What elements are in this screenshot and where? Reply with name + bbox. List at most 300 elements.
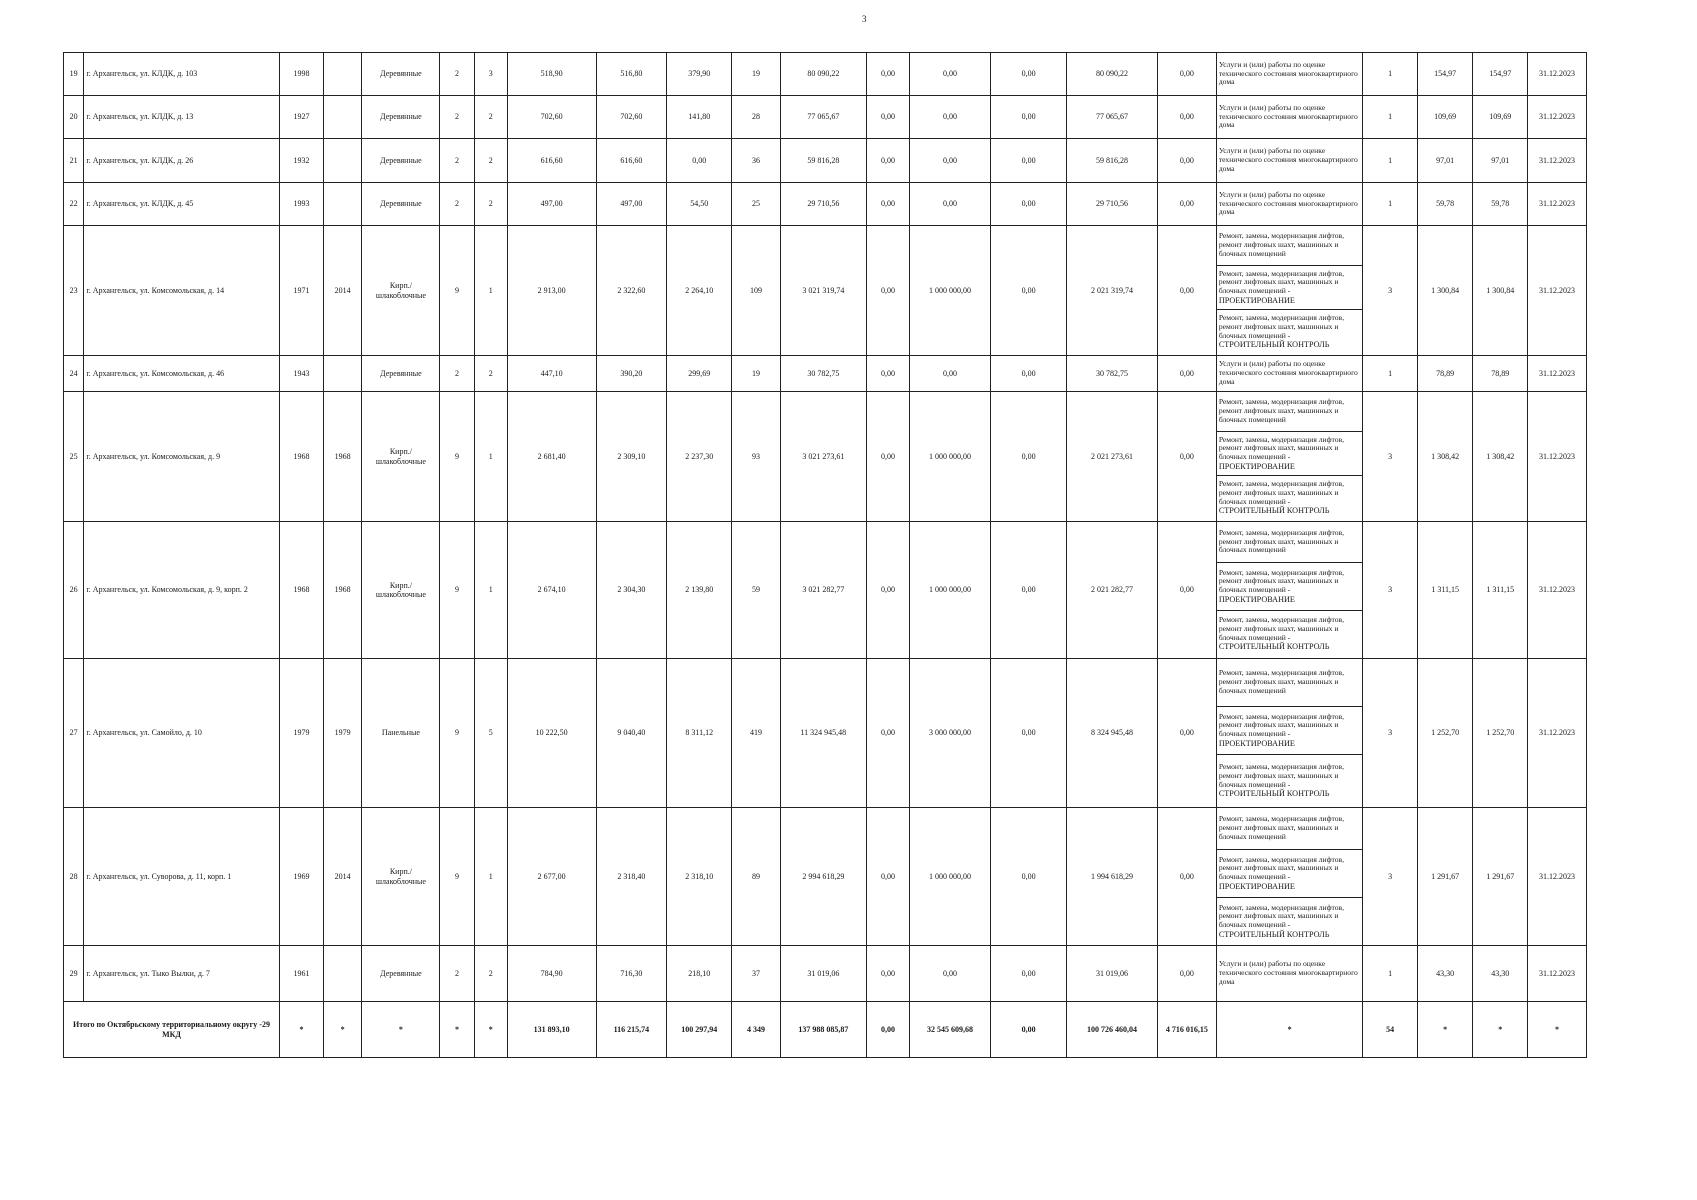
cell-unit-cost-limit: 109,69 bbox=[1473, 96, 1528, 139]
total-floors: * bbox=[440, 1002, 474, 1058]
cell-residents: 19 bbox=[732, 356, 780, 392]
cell-unit-cost: 154,97 bbox=[1417, 53, 1473, 96]
cell-residents: 36 bbox=[732, 139, 780, 183]
cell-residents: 28 bbox=[732, 96, 780, 139]
work-item bbox=[1217, 707, 1363, 755]
total-year-overhaul: * bbox=[323, 1002, 362, 1058]
cell-address: г. Архангельск, ул. Комсомольская, д. 46 bbox=[84, 356, 280, 392]
cell-deadline: 31.12.2023 bbox=[1528, 53, 1587, 96]
cell-year-overhaul: 1968 bbox=[323, 522, 362, 659]
cell-area-living: 2 309,10 bbox=[596, 392, 667, 522]
cell-area-owned: 2 264,10 bbox=[667, 226, 732, 356]
cell-year-built: 1971 bbox=[280, 226, 324, 356]
cell-cost-other: 0,00 bbox=[1158, 53, 1217, 96]
total-walls: * bbox=[362, 1002, 440, 1058]
work-stage: СТРОИТЕЛЬНЫЙ КОНТРОЛЬ bbox=[1218, 789, 1330, 799]
cell-works bbox=[1216, 392, 1363, 522]
work-item: Услуги и (или) работы по оценке технического состояния многоквартирного дома bbox=[1218, 102, 1358, 130]
cell-entrances: 2 bbox=[474, 183, 507, 226]
cell-year-overhaul: 2014 bbox=[323, 808, 362, 946]
cell-cost-regional: 0,00 bbox=[909, 139, 990, 183]
total-unit-cost: * bbox=[1417, 1002, 1473, 1058]
table-row bbox=[64, 946, 1587, 1002]
cell-no: 25 bbox=[64, 392, 84, 522]
work-description: Ремонт, замена, модернизация лифтов, ремонт лифтовых шахт, машинных и блочных помещений - bbox=[1218, 479, 1344, 506]
table-row bbox=[64, 226, 1587, 356]
cell-cost-regional: 1 000 000,00 bbox=[909, 522, 990, 659]
cell-unit-cost: 97,01 bbox=[1417, 139, 1473, 183]
cell-floors: 2 bbox=[440, 139, 474, 183]
cell-no: 23 bbox=[64, 226, 84, 356]
work-description: Ремонт, замена, модернизация лифтов, ремонт лифтовых шахт, машинных и блочных помещений - bbox=[1218, 762, 1344, 789]
cell-unit-cost: 1 291,67 bbox=[1417, 808, 1473, 946]
cell-area-living: 2 318,40 bbox=[596, 808, 667, 946]
cell-cost-other: 0,00 bbox=[1158, 808, 1217, 946]
cell-floors: 2 bbox=[440, 946, 474, 1002]
cell-area-total: 616,60 bbox=[507, 139, 596, 183]
cell-unit-cost-limit: 1 300,84 bbox=[1473, 226, 1528, 356]
work-item: Услуги и (или) работы по оценке технического состояния многоквартирного дома bbox=[1218, 359, 1358, 386]
total-cost-federal: 0,00 bbox=[867, 1002, 910, 1058]
total-cost-owners: 100 726 460,04 bbox=[1067, 1002, 1158, 1058]
cell-cost-regional: 3 000 000,00 bbox=[909, 659, 990, 808]
cell-year-overhaul bbox=[323, 139, 362, 183]
cell-cost-local: 0,00 bbox=[991, 96, 1067, 139]
cell-cost-regional: 0,00 bbox=[909, 53, 990, 96]
cell-works bbox=[1216, 946, 1363, 1002]
cell-works-count: 1 bbox=[1363, 356, 1418, 392]
cell-address: г. Архангельск, ул. Тыко Вылки, д. 7 bbox=[84, 946, 280, 1002]
table-row bbox=[64, 53, 1587, 96]
cell-year-built: 1927 bbox=[280, 96, 324, 139]
work-item bbox=[1217, 898, 1363, 945]
work-description: Ремонт, замена, модернизация лифтов, ремонт лифтовых шахт, машинных и блочных помещений - bbox=[1218, 902, 1344, 930]
cell-year-built: 1932 bbox=[280, 139, 324, 183]
cell-works bbox=[1216, 139, 1363, 183]
cell-cost-total: 59 816,28 bbox=[780, 139, 867, 183]
cell-unit-cost-limit: 1 252,70 bbox=[1473, 659, 1528, 808]
cell-year-built: 1961 bbox=[280, 946, 324, 1002]
cell-area-owned: 2 139,80 bbox=[667, 522, 732, 659]
cell-cost-local: 0,00 bbox=[991, 226, 1067, 356]
cell-area-owned: 8 311,12 bbox=[667, 659, 732, 808]
cell-works bbox=[1216, 96, 1363, 139]
work-item bbox=[1217, 392, 1363, 432]
work-description: Ремонт, замена, модернизация лифтов, ремонт лифтовых шахт, машинных и блочных помещений - bbox=[1218, 854, 1344, 882]
total-unit-cost-limit: * bbox=[1473, 1002, 1528, 1058]
cell-area-total: 784,90 bbox=[507, 946, 596, 1002]
cell-floors: 9 bbox=[440, 659, 474, 808]
cell-works bbox=[1216, 226, 1363, 356]
cell-deadline: 31.12.2023 bbox=[1528, 522, 1587, 659]
cell-no: 24 bbox=[64, 356, 84, 392]
cell-deadline: 31.12.2023 bbox=[1528, 356, 1587, 392]
cell-cost-federal: 0,00 bbox=[867, 356, 910, 392]
cell-entrances: 2 bbox=[474, 946, 507, 1002]
table-row bbox=[64, 356, 1587, 392]
cell-residents: 109 bbox=[732, 226, 780, 356]
cell-unit-cost: 1 311,15 bbox=[1417, 522, 1473, 659]
cell-no: 27 bbox=[64, 659, 84, 808]
work-description: Ремонт, замена, модернизация лифтов, ремонт лифтовых шахт, машинных и блочных помещений - bbox=[1218, 313, 1344, 340]
cell-cost-federal: 0,00 bbox=[867, 808, 910, 946]
cell-area-owned: 218,10 bbox=[667, 946, 732, 1002]
cell-address: г. Архангельск, ул. Суворова, д. 11, корп. 1 bbox=[84, 808, 280, 946]
table-row bbox=[64, 392, 1587, 522]
cell-cost-federal: 0,00 bbox=[867, 522, 910, 659]
cell-works bbox=[1216, 659, 1363, 808]
cell-works-count: 3 bbox=[1363, 522, 1418, 659]
work-item bbox=[1217, 522, 1363, 563]
work-item bbox=[1217, 476, 1363, 520]
work-item: Услуги и (или) работы по оценке технического состояния многоквартирного дома bbox=[1218, 189, 1358, 217]
cell-floors: 9 bbox=[440, 808, 474, 946]
cell-cost-local: 0,00 bbox=[991, 659, 1067, 808]
cell-cost-other: 0,00 bbox=[1158, 522, 1217, 659]
cell-works bbox=[1216, 808, 1363, 946]
cell-unit-cost: 43,30 bbox=[1417, 946, 1473, 1002]
cell-cost-owners: 59 816,28 bbox=[1067, 139, 1158, 183]
page-number: 3 bbox=[862, 14, 867, 24]
cell-no: 22 bbox=[64, 183, 84, 226]
cell-cost-other: 0,00 bbox=[1158, 392, 1217, 522]
cell-cost-federal: 0,00 bbox=[867, 139, 910, 183]
work-stage: СТРОИТЕЛЬНЫЙ КОНТРОЛЬ bbox=[1218, 340, 1330, 350]
cell-walls: Кирп./ шлакоблочные bbox=[362, 808, 440, 946]
cell-year-overhaul bbox=[323, 946, 362, 1002]
cell-cost-owners: 31 019,06 bbox=[1067, 946, 1158, 1002]
cell-cost-total: 30 782,75 bbox=[780, 356, 867, 392]
cell-unit-cost-limit: 97,01 bbox=[1473, 139, 1528, 183]
cell-cost-other: 0,00 bbox=[1158, 659, 1217, 808]
work-item bbox=[1217, 432, 1363, 476]
cell-cost-regional: 1 000 000,00 bbox=[909, 808, 990, 946]
cell-entrances: 3 bbox=[474, 53, 507, 96]
cell-works-count: 1 bbox=[1363, 946, 1418, 1002]
cell-address: г. Архангельск, ул. Комсомольская, д. 9, корп. 2 bbox=[84, 522, 280, 659]
cell-area-living: 9 040,40 bbox=[596, 659, 667, 808]
table-row bbox=[64, 183, 1587, 226]
cell-cost-total: 77 065,67 bbox=[780, 96, 867, 139]
table-row bbox=[64, 139, 1587, 183]
cell-cost-local: 0,00 bbox=[991, 522, 1067, 659]
cell-year-built: 1998 bbox=[280, 53, 324, 96]
cell-cost-total: 3 021 273,61 bbox=[780, 392, 867, 522]
cell-residents: 37 bbox=[732, 946, 780, 1002]
cell-area-living: 616,60 bbox=[596, 139, 667, 183]
cell-address: г. Архангельск, ул. КЛДК, д. 13 bbox=[84, 96, 280, 139]
table-row bbox=[64, 96, 1587, 139]
cell-floors: 9 bbox=[440, 522, 474, 659]
cell-works-count: 3 bbox=[1363, 659, 1418, 808]
work-stage: СТРОИТЕЛЬНЫЙ КОНТРОЛЬ bbox=[1218, 929, 1330, 939]
cell-cost-local: 0,00 bbox=[991, 808, 1067, 946]
cell-cost-local: 0,00 bbox=[991, 356, 1067, 392]
cell-area-total: 2 913,00 bbox=[507, 226, 596, 356]
cell-deadline: 31.12.2023 bbox=[1528, 226, 1587, 356]
cell-entrances: 1 bbox=[474, 522, 507, 659]
cell-works-count: 1 bbox=[1363, 96, 1418, 139]
cell-address: г. Архангельск, ул. Самойло, д. 10 bbox=[84, 659, 280, 808]
cell-unit-cost-limit: 1 291,67 bbox=[1473, 808, 1528, 946]
table-row bbox=[64, 808, 1587, 946]
work-item bbox=[1217, 808, 1363, 850]
cell-area-total: 447,10 bbox=[507, 356, 596, 392]
cell-cost-local: 0,00 bbox=[991, 392, 1067, 522]
cell-deadline: 31.12.2023 bbox=[1528, 96, 1587, 139]
cell-year-built: 1969 bbox=[280, 808, 324, 946]
cell-no: 29 bbox=[64, 946, 84, 1002]
cell-unit-cost: 1 308,42 bbox=[1417, 392, 1473, 522]
cell-area-owned: 141,80 bbox=[667, 96, 732, 139]
work-item bbox=[1217, 659, 1363, 707]
cell-no: 21 bbox=[64, 139, 84, 183]
cell-cost-regional: 1 000 000,00 bbox=[909, 226, 990, 356]
cell-area-living: 702,60 bbox=[596, 96, 667, 139]
work-stage: ПРОЕКТИРОВАНИЕ bbox=[1218, 295, 1295, 305]
cell-unit-cost-limit: 59,78 bbox=[1473, 183, 1528, 226]
cell-area-living: 2 304,30 bbox=[596, 522, 667, 659]
cell-year-overhaul bbox=[323, 356, 362, 392]
cell-year-overhaul bbox=[323, 183, 362, 226]
cell-area-living: 516,80 bbox=[596, 53, 667, 96]
cell-year-built: 1979 bbox=[280, 659, 324, 808]
work-item bbox=[1217, 850, 1363, 898]
total-area-owned: 100 297,94 bbox=[667, 1002, 732, 1058]
cell-residents: 419 bbox=[732, 659, 780, 808]
work-stage: СТРОИТЕЛЬНЫЙ КОНТРОЛЬ bbox=[1218, 642, 1330, 652]
cell-area-owned: 2 318,10 bbox=[667, 808, 732, 946]
cell-cost-total: 80 090,22 bbox=[780, 53, 867, 96]
cell-address: г. Архангельск, ул. КЛДК, д. 103 bbox=[84, 53, 280, 96]
work-stage: ПРОЕКТИРОВАНИЕ bbox=[1218, 461, 1295, 471]
work-description: Ремонт, замена, модернизация лифтов, ремонт лифтовых шахт, машинных и блочных помещений bbox=[1218, 397, 1344, 424]
cell-cost-owners: 77 065,67 bbox=[1067, 96, 1158, 139]
cell-floors: 9 bbox=[440, 392, 474, 522]
cell-cost-other: 0,00 bbox=[1158, 96, 1217, 139]
cell-year-overhaul bbox=[323, 53, 362, 96]
cell-cost-other: 0,00 bbox=[1158, 946, 1217, 1002]
cell-cost-other: 0,00 bbox=[1158, 226, 1217, 356]
cell-walls: Деревянные bbox=[362, 139, 440, 183]
cell-cost-local: 0,00 bbox=[991, 183, 1067, 226]
cell-area-living: 2 322,60 bbox=[596, 226, 667, 356]
cell-cost-total: 31 019,06 bbox=[780, 946, 867, 1002]
total-cost-other: 4 716 016,15 bbox=[1158, 1002, 1217, 1058]
cell-deadline: 31.12.2023 bbox=[1528, 183, 1587, 226]
work-item: Услуги и (или) работы по оценке технического состояния многоквартирного дома bbox=[1218, 59, 1358, 87]
cell-year-overhaul bbox=[323, 96, 362, 139]
cell-year-overhaul: 2014 bbox=[323, 226, 362, 356]
cell-no: 20 bbox=[64, 96, 84, 139]
cell-area-total: 10 222,50 bbox=[507, 659, 596, 808]
cell-unit-cost: 1 252,70 bbox=[1417, 659, 1473, 808]
cell-deadline: 31.12.2023 bbox=[1528, 392, 1587, 522]
cell-cost-federal: 0,00 bbox=[867, 226, 910, 356]
cell-deadline: 31.12.2023 bbox=[1528, 139, 1587, 183]
cell-cost-local: 0,00 bbox=[991, 53, 1067, 96]
cell-address: г. Архангельск, ул. Комсомольская, д. 14 bbox=[84, 226, 280, 356]
cell-area-living: 390,20 bbox=[596, 356, 667, 392]
cell-cost-federal: 0,00 bbox=[867, 96, 910, 139]
cell-area-living: 716,30 bbox=[596, 946, 667, 1002]
cell-cost-federal: 0,00 bbox=[867, 53, 910, 96]
total-cost-local: 0,00 bbox=[991, 1002, 1067, 1058]
cell-floors: 2 bbox=[440, 183, 474, 226]
cell-works bbox=[1216, 183, 1363, 226]
cell-works bbox=[1216, 356, 1363, 392]
cell-cost-total: 2 994 618,29 bbox=[780, 808, 867, 946]
cell-year-built: 1968 bbox=[280, 392, 324, 522]
cell-cost-owners: 2 021 273,61 bbox=[1067, 392, 1158, 522]
cell-works bbox=[1216, 53, 1363, 96]
cell-entrances: 1 bbox=[474, 226, 507, 356]
cell-deadline: 31.12.2023 bbox=[1528, 946, 1587, 1002]
work-description: Ремонт, замена, модернизация лифтов, ремонт лифтовых шахт, машинных и блочных помещений bbox=[1218, 814, 1344, 841]
cell-unit-cost-limit: 1 311,15 bbox=[1473, 522, 1528, 659]
cell-walls: Кирп./ шлакоблочные bbox=[362, 392, 440, 522]
total-cost-regional: 32 545 609,68 bbox=[909, 1002, 990, 1058]
total-row bbox=[64, 1002, 1587, 1058]
cell-cost-regional: 0,00 bbox=[909, 183, 990, 226]
cell-residents: 89 bbox=[732, 808, 780, 946]
work-description: Ремонт, замена, модернизация лифтов, ремонт лифтовых шахт, машинных и блочных помещений - bbox=[1218, 268, 1344, 296]
cell-deadline: 31.12.2023 bbox=[1528, 808, 1587, 946]
cell-area-total: 702,60 bbox=[507, 96, 596, 139]
cell-year-built: 1943 bbox=[280, 356, 324, 392]
table-row bbox=[64, 659, 1587, 808]
cell-entrances: 2 bbox=[474, 139, 507, 183]
cell-year-built: 1993 bbox=[280, 183, 324, 226]
cell-area-owned: 54,50 bbox=[667, 183, 732, 226]
cell-cost-owners: 1 994 618,29 bbox=[1067, 808, 1158, 946]
cell-area-owned: 299,69 bbox=[667, 356, 732, 392]
work-item: Услуги и (или) работы по оценке технического состояния многоквартирного дома bbox=[1218, 959, 1358, 986]
cell-cost-total: 11 324 945,48 bbox=[780, 659, 867, 808]
cell-cost-federal: 0,00 bbox=[867, 183, 910, 226]
cell-residents: 59 bbox=[732, 522, 780, 659]
cell-address: г. Архангельск, ул. КЛДК, д. 45 bbox=[84, 183, 280, 226]
cell-address: г. Архангельск, ул. Комсомольская, д. 9 bbox=[84, 392, 280, 522]
cell-deadline: 31.12.2023 bbox=[1528, 659, 1587, 808]
cell-cost-regional: 0,00 bbox=[909, 96, 990, 139]
total-residents: 4 349 bbox=[732, 1002, 780, 1058]
cell-floors: 9 bbox=[440, 226, 474, 356]
cell-works-count: 3 bbox=[1363, 808, 1418, 946]
total-area-total: 131 893,10 bbox=[507, 1002, 596, 1058]
cell-walls: Деревянные bbox=[362, 356, 440, 392]
cell-entrances: 5 bbox=[474, 659, 507, 808]
cell-unit-cost-limit: 43,30 bbox=[1473, 946, 1528, 1002]
cell-floors: 2 bbox=[440, 96, 474, 139]
cell-cost-owners: 2 021 282,77 bbox=[1067, 522, 1158, 659]
cell-walls: Панельные bbox=[362, 659, 440, 808]
cell-entrances: 1 bbox=[474, 808, 507, 946]
cell-no: 26 bbox=[64, 522, 84, 659]
cell-year-overhaul: 1979 bbox=[323, 659, 362, 808]
cell-cost-total: 29 710,56 bbox=[780, 183, 867, 226]
cell-cost-other: 0,00 bbox=[1158, 356, 1217, 392]
cell-walls: Деревянные bbox=[362, 183, 440, 226]
total-cost-total: 137 988 085,87 bbox=[780, 1002, 867, 1058]
cell-entrances: 1 bbox=[474, 392, 507, 522]
cell-cost-local: 0,00 bbox=[991, 139, 1067, 183]
cell-unit-cost: 1 300,84 bbox=[1417, 226, 1473, 356]
cell-cost-owners: 80 090,22 bbox=[1067, 53, 1158, 96]
total-works: * bbox=[1216, 1002, 1363, 1058]
cell-walls: Деревянные bbox=[362, 946, 440, 1002]
cell-unit-cost: 78,89 bbox=[1417, 356, 1473, 392]
work-item: Услуги и (или) работы по оценке технического состояния многоквартирного дома bbox=[1218, 146, 1358, 173]
cell-cost-federal: 0,00 bbox=[867, 659, 910, 808]
work-description: Ремонт, замена, модернизация лифтов, ремонт лифтовых шахт, машинных и блочных помещений - bbox=[1218, 615, 1344, 642]
cell-residents: 93 bbox=[732, 392, 780, 522]
cell-cost-other: 0,00 bbox=[1158, 183, 1217, 226]
cell-area-owned: 0,00 bbox=[667, 139, 732, 183]
cell-unit-cost: 59,78 bbox=[1417, 183, 1473, 226]
work-item bbox=[1217, 226, 1363, 266]
cell-area-owned: 2 237,30 bbox=[667, 392, 732, 522]
table-row bbox=[64, 522, 1587, 659]
cell-cost-total: 3 021 319,74 bbox=[780, 226, 867, 356]
cell-cost-other: 0,00 bbox=[1158, 139, 1217, 183]
cell-works-count: 3 bbox=[1363, 392, 1418, 522]
work-description: Ремонт, замена, модернизация лифтов, ремонт лифтовых шахт, машинных и блочных помещений - bbox=[1218, 434, 1344, 462]
cell-cost-federal: 0,00 bbox=[867, 946, 910, 1002]
cell-cost-owners: 2 021 319,74 bbox=[1067, 226, 1158, 356]
total-label: Итого по Октябрьскому территориальному округу -29 МКД bbox=[64, 1002, 280, 1058]
work-description: Ремонт, замена, модернизация лифтов, ремонт лифтовых шахт, машинных и блочных помещений bbox=[1218, 231, 1344, 258]
total-area-living: 116 215,74 bbox=[596, 1002, 667, 1058]
cell-cost-owners: 30 782,75 bbox=[1067, 356, 1158, 392]
cell-unit-cost-limit: 78,89 bbox=[1473, 356, 1528, 392]
cell-no: 28 bbox=[64, 808, 84, 946]
work-stage: ПРОЕКТИРОВАНИЕ bbox=[1218, 881, 1295, 891]
cell-area-total: 2 677,00 bbox=[507, 808, 596, 946]
cell-walls: Деревянные bbox=[362, 96, 440, 139]
cell-year-overhaul: 1968 bbox=[323, 392, 362, 522]
cell-cost-federal: 0,00 bbox=[867, 392, 910, 522]
cell-area-total: 2 674,10 bbox=[507, 522, 596, 659]
cell-unit-cost-limit: 1 308,42 bbox=[1473, 392, 1528, 522]
cell-walls: Кирп./ шлакоблочные bbox=[362, 226, 440, 356]
cell-area-total: 497,00 bbox=[507, 183, 596, 226]
cell-area-total: 518,90 bbox=[507, 53, 596, 96]
cell-walls: Деревянные bbox=[362, 53, 440, 96]
cell-address: г. Архангельск, ул. КЛДК, д. 26 bbox=[84, 139, 280, 183]
cell-works-count: 1 bbox=[1363, 139, 1418, 183]
cell-works-count: 1 bbox=[1363, 53, 1418, 96]
cell-works-count: 1 bbox=[1363, 183, 1418, 226]
cell-cost-owners: 29 710,56 bbox=[1067, 183, 1158, 226]
cell-cost-regional: 0,00 bbox=[909, 946, 990, 1002]
cell-floors: 2 bbox=[440, 53, 474, 96]
cell-walls: Кирп./ шлакоблочные bbox=[362, 522, 440, 659]
cell-area-total: 2 681,40 bbox=[507, 392, 596, 522]
total-year-built: * bbox=[280, 1002, 324, 1058]
work-description: Ремонт, замена, модернизация лифтов, ремонт лифтовых шахт, машинных и блочных помещений bbox=[1218, 527, 1344, 555]
cell-unit-cost: 109,69 bbox=[1417, 96, 1473, 139]
cell-residents: 19 bbox=[732, 53, 780, 96]
total-deadline: * bbox=[1528, 1002, 1587, 1058]
work-stage: СТРОИТЕЛЬНЫЙ КОНТРОЛЬ bbox=[1218, 506, 1330, 516]
work-description: Ремонт, замена, модернизация лифтов, ремонт лифтовых шахт, машинных и блочных помещений - bbox=[1218, 567, 1344, 595]
cell-cost-regional: 0,00 bbox=[909, 356, 990, 392]
work-item bbox=[1217, 563, 1363, 611]
total-works-count: 54 bbox=[1363, 1002, 1418, 1058]
capital-repair-table bbox=[63, 52, 1587, 1058]
cell-entrances: 2 bbox=[474, 96, 507, 139]
